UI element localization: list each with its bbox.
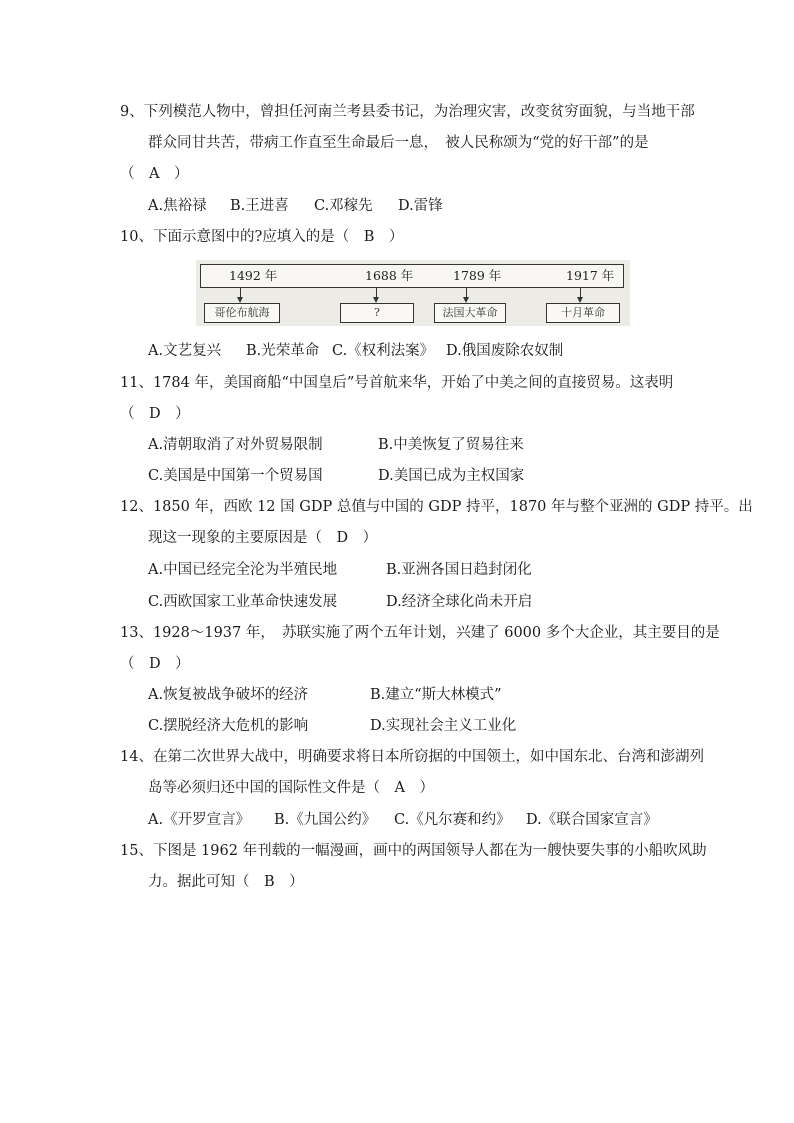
option-a: A.文艺复兴	[148, 343, 222, 359]
option-d: D.经济全球化尚未开启	[386, 594, 533, 610]
question-11-answer: （ D ）	[120, 406, 190, 422]
option-c: C.《权利法案》	[332, 343, 435, 359]
question-13-answer: （ D ）	[120, 656, 190, 672]
question-13-line-1: 13、1928～1937 年， 苏联实施了两个五年计划，兴建了 6000 多个大企业，其主要目的是	[120, 625, 720, 641]
option-a: A.中国已经完全沦为半殖民地	[148, 562, 338, 578]
timeline-diagram	[196, 260, 630, 326]
option-d: D.《联合国家宣言》	[526, 812, 658, 828]
option-d: D.雷锋	[398, 198, 443, 214]
option-c: C.摆脱经济大危机的影响	[148, 718, 309, 734]
timeline-year-3: 1789 年	[453, 268, 502, 283]
question-10-line-1: 10、下面示意图中的?应填入的是（ B ）	[120, 229, 404, 245]
option-c: C.美国是中国第一个贸易国	[148, 468, 323, 484]
option-c: C.西欧国家工业革命快速发展	[148, 594, 338, 610]
option-c: C.《凡尔赛和约》	[394, 812, 511, 828]
timeline-box-4: 十月革命	[546, 303, 620, 323]
question-11-line-1: 11、1784 年，美国商船“中国皇后”号首航来华，开始了中美之间的直接贸易。这表明	[120, 375, 674, 391]
option-b: B.中美恢复了贸易往来	[378, 437, 524, 453]
option-b: B.王进喜	[230, 198, 289, 214]
option-a: A.恢复被战争破坏的经济	[148, 687, 309, 703]
timeline-arrow-3	[466, 288, 467, 298]
question-15-line-1: 15、下图是 1962 年刊载的一幅漫画，画中的两国领导人都在为一艘快要失事的小船吹风助	[120, 843, 707, 859]
timeline-box-1: 哥伦布航海	[204, 303, 280, 323]
option-b: B.《九国公约》	[274, 812, 377, 828]
option-a: A.《开罗宣言》	[148, 812, 251, 828]
timeline-year-4: 1917 年	[566, 268, 615, 283]
question-9-line-1: 9、下列模范人物中，曾担任河南兰考县委书记，为治理灾害，改变贫穷面貌，与当地干部	[120, 104, 695, 120]
question-12-line-1: 12、1850 年，西欧 12 国 GDP 总值与中国的 GDP 持平，1870 年与整个亚洲的 GDP 持平。出	[120, 499, 753, 515]
question-9-line-2: 群众同甘共苦，带病工作直至生命最后一息， 被人民称颂为“党的好干部”的是	[148, 135, 649, 151]
timeline-arrow-4	[580, 288, 581, 298]
question-14-line-1: 14、在第二次世界大战中，明确要求将日本所窃据的中国领土，如中国东北、台湾和澎湖列	[120, 749, 704, 765]
option-a: A.焦裕禄	[148, 198, 207, 214]
timeline-bar	[200, 264, 624, 288]
question-12-line-2: 现这一现象的主要原因是（ D ）	[148, 530, 378, 546]
option-b: B.光荣革命	[246, 343, 320, 359]
option-d: D.俄国废除农奴制	[446, 343, 564, 359]
timeline-box-3: 法国大革命	[434, 303, 506, 323]
option-c: C.邓稼先	[314, 198, 373, 214]
timeline-box-2: ?	[340, 303, 414, 323]
question-9-answer: （ A ）	[120, 166, 189, 182]
option-b: B.亚洲各国日趋封闭化	[386, 562, 532, 578]
option-d: D.美国已成为主权国家	[378, 468, 525, 484]
timeline-arrow-1	[240, 288, 241, 298]
option-d: D.实现社会主义工业化	[370, 718, 517, 734]
question-14-line-2: 岛等必须归还中国的国际性文件是（ A ）	[148, 780, 434, 796]
question-15-line-2: 力。据此可知（ B ）	[148, 874, 304, 890]
timeline-arrow-2	[376, 288, 377, 298]
timeline-year-1: 1492 年	[229, 268, 278, 283]
option-a: A.清朝取消了对外贸易限制	[148, 437, 323, 453]
timeline-year-2: 1688 年	[365, 268, 414, 283]
option-b: B.建立“斯大林模式”	[370, 687, 502, 703]
